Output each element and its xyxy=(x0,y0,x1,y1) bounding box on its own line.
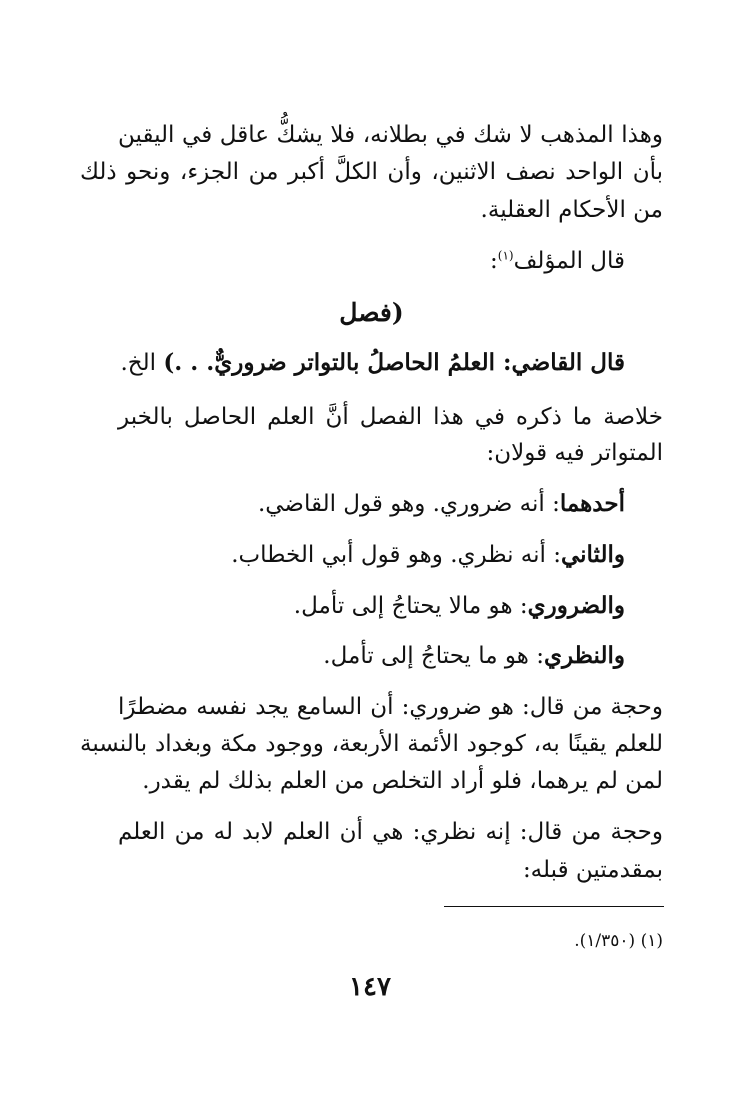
qadi-etc: الخ. xyxy=(120,350,164,376)
author-said-text: قال المؤلف xyxy=(513,248,625,274)
paragraph-1-line-1: وهذا المذهب لا شك في بطلانه، فلا يشكُّ عاقل في اليقين xyxy=(118,122,663,148)
section-heading: (فصل xyxy=(339,298,404,327)
author-said-colon: : xyxy=(490,248,498,274)
list-term: والنظري xyxy=(543,642,625,669)
list-text: : أنه نظري. وهو قول أبي الخطاب. xyxy=(231,542,561,568)
list-term: والضروري xyxy=(527,592,625,619)
paragraph-1-line-3: من الأحكام العقلية. xyxy=(480,197,663,223)
list-text: : أنه ضروري. وهو قول القاضي. xyxy=(257,491,560,517)
paragraph-4-line-1: وحجة من قال: إنه نظري: هي أن العلم لابد له من العلم xyxy=(118,819,663,845)
author-said-line xyxy=(490,244,625,278)
list-text: : هو ما يحتاجُ إلى تأمل. xyxy=(323,643,544,669)
footnote-divider xyxy=(444,906,664,907)
list-term: والثاني xyxy=(560,541,625,568)
list-item xyxy=(323,639,625,673)
list-text: : هو مالا يحتاجُ إلى تأمل. xyxy=(293,593,528,619)
paragraph-3-line-2: للعلم يقينًا به، كوجود الأئمة الأربعة، ووجود مكة وبغداد بالنسبة xyxy=(80,731,663,757)
list-item xyxy=(231,538,625,572)
paragraph-2-line-2: المتواتر فيه قولان: xyxy=(486,440,663,466)
footnote-ref-1[interactable]: (١) xyxy=(497,248,514,263)
qadi-quote: قال القاضي: العلمُ الحاصلُ بالتواتر ضروريٌّ. . .) xyxy=(163,349,625,376)
paragraph-2-line-1: خلاصة ما ذكره في هذا الفصل أنَّ العلم الحاصل بالخبر xyxy=(118,404,663,430)
list-item xyxy=(258,487,625,521)
footnote-1: (١) (١/٣٥٠). xyxy=(574,931,663,951)
qadi-statement xyxy=(120,346,625,380)
paragraph-4-line-2: بمقدمتين قبله: xyxy=(522,857,663,883)
paragraph-3-line-1: وحجة من قال: هو ضروري: أن السامع يجد نفسه مضطرًا xyxy=(118,694,663,720)
list-item xyxy=(294,589,625,623)
list-term: أحدهما xyxy=(559,490,625,517)
paragraph-3-line-3: لمن لم يرهما، فلو أراد التخلص من العلم بذلك لم يقدر. xyxy=(142,768,663,794)
paragraph-1-line-2: بأن الواحد نصف الاثنين، وأن الكلَّ أكبر من الجزء، ونحو ذلك xyxy=(80,159,663,185)
page-number: ١٤٧ xyxy=(349,972,391,1002)
